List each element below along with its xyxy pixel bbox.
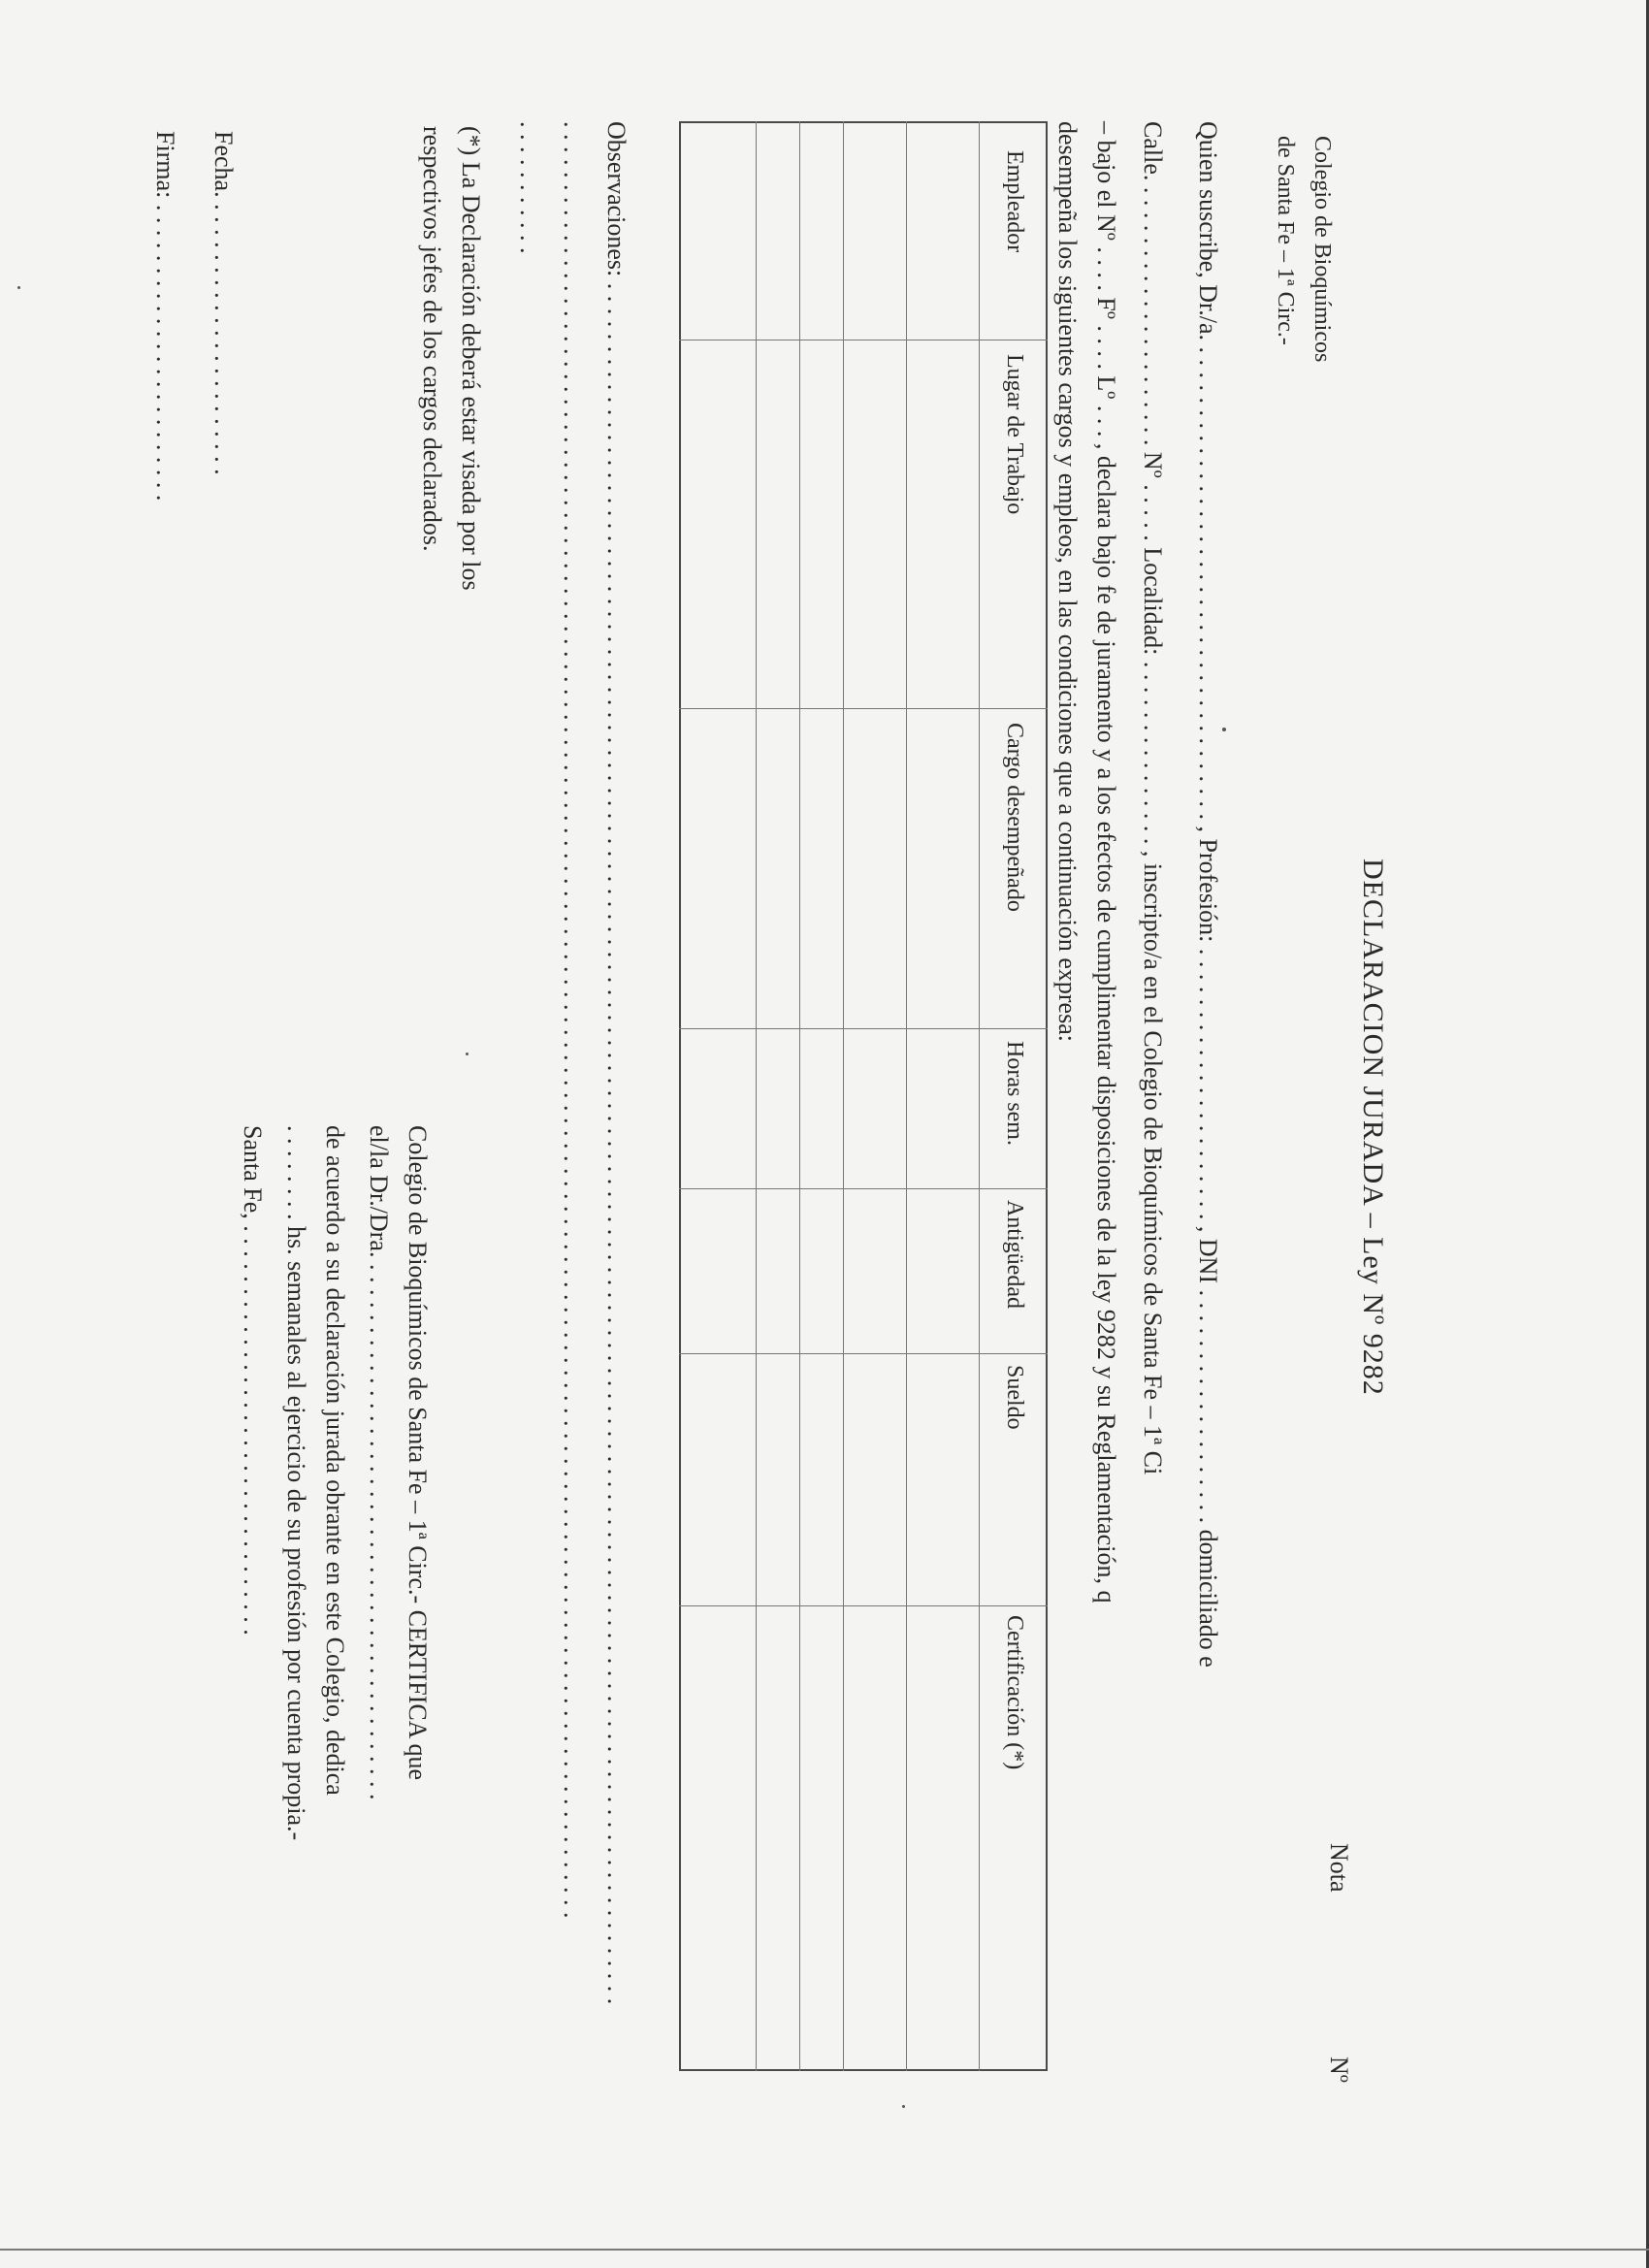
table-header-lugar: Lugar de Trabajo [1002, 354, 1027, 515]
table-header-empleador: Empleador [1002, 150, 1027, 253]
table-header-certificacion: Certificación (*) [1002, 1615, 1027, 1770]
table-col-divider [679, 1353, 1048, 1354]
page-title: DECLARACION JURADA – Ley Nº 9282 [1357, 859, 1389, 1396]
observaciones-line-2: . . . . . . . . . . . . . . . . . . . . . . . . . . . . . . . . . . . . . . . . . . . . . . . . . . . . . . . . . . . . . . . . . . . . . . . . . . . . . . . . . . . . . . . . . . . . . . . . . . . . . . . . . . . . . . . . . . . . . . . . . . . . . . . . . . . . . . . . . . . . . . . [559, 121, 587, 1919]
table-col-divider [679, 1605, 1048, 1606]
certification-line-2: el/la Dr./Dra. . . . . . . . . . . . . . . . . . . . . . . . . . . . . . . . . . . . . . . . . . . . [365, 1125, 393, 1800]
fecha-field: Fecha. . . . . . . . . . . . . . . . . . . . . . . [210, 131, 238, 475]
table-row-divider [756, 121, 757, 2071]
table-header-horas: Horas sem. [1002, 1041, 1027, 1146]
org-line-1: Colegio de Bioquímicos [1310, 136, 1335, 363]
table-col-divider [679, 1188, 1048, 1189]
observaciones-line-3: . . . . . . . . . . . [515, 121, 543, 254]
nota-label: Nota [1325, 1843, 1353, 1893]
certification-line-4: . . . . . . . . hs. semanales al ejercicio de su profesión por cuenta propia.- [282, 1125, 310, 1841]
body-line-1: Quien suscribe, Dr./a. . . . . . . . . . . . . . . . . . . . . . . . . . . . . . . . . . . . . . . , Profesión: . . . . . . . . . . . . . . . . . . . . . . , DNI . . . . . . . . . . . . . . . . . . . domiciliado e [1194, 121, 1222, 1668]
table-header-sueldo: Sueldo [1002, 1365, 1027, 1430]
table-border-left [679, 121, 1048, 123]
table-row-divider [843, 121, 844, 2071]
note-line-1: (*) La Declaración deberá estar visada por los [457, 126, 485, 591]
body-line-3: – bajo el Nº . . . . Fº . . . . Lº . . . , declara bajo fe de juramento y a los efectos de cumplimentar disposiciones de la ley 9282 y su Reglamentación, q [1092, 121, 1120, 1604]
note-line-2: respectivos jefes de los cargos declarados. [418, 126, 446, 552]
body-line-4: desempeña los siguientes cargos y empleos, en las condiciones que a continuación expresa: [1053, 121, 1082, 1042]
body-line-2: Calle. . . . . . . . . . . . . . . . . . . . . . Nº . . . . . Localidad: . . . . . . . . . . . . . . . , inscripto/a en el Colegio de Bioquímicos de Santa Fe – 1ª Ci [1139, 121, 1167, 1475]
table-border-top [1046, 121, 1048, 2071]
certification-line-5: Santa Fe, . . . . . . . . . . . . . . . . . . . . . . . . . . . . . . . . . [239, 1125, 267, 1636]
certification-line-3: de acuerdo a su declaración jurada obrante en este Colegio, dedica [321, 1125, 349, 1796]
table-row-divider [799, 121, 800, 2071]
table-row-divider [906, 121, 907, 2071]
nro-label: Nº [1325, 2057, 1353, 2083]
table-header-cargo: Cargo desempeñado [1002, 723, 1027, 912]
table-border-right [679, 2069, 1048, 2071]
observaciones-line-1: Observaciones: . . . . . . . . . . . . . . . . . . . . . . . . . . . . . . . . . . . . . . . . . . . . . . . . . . . . . . . . . . . . . . . . . . . . . . . . . . . . . . . . . . . . . . . . . . . . . . . . . . . . . . . . . . . . . . . . . . . . . . . . . . . . . . . . . . . . . . . . . [602, 121, 630, 2005]
certification-line-1: Colegio de Bioquímicos de Santa Fe – 1ª Circ.- CERTIFICA que [404, 1125, 432, 1781]
table-border-bottom [679, 121, 681, 2071]
table-col-divider [679, 1028, 1048, 1029]
table-row-divider [979, 121, 980, 2071]
org-line-2: de Santa Fe – 1ª Circ.- [1273, 136, 1298, 345]
firma-field: Firma: . . . . . . . . . . . . . . . . . . . . . . . . [151, 131, 179, 502]
employment-table [679, 121, 1048, 2071]
table-col-divider [679, 708, 1048, 709]
table-header-antiguedad: Antigüedad [1002, 1200, 1027, 1309]
